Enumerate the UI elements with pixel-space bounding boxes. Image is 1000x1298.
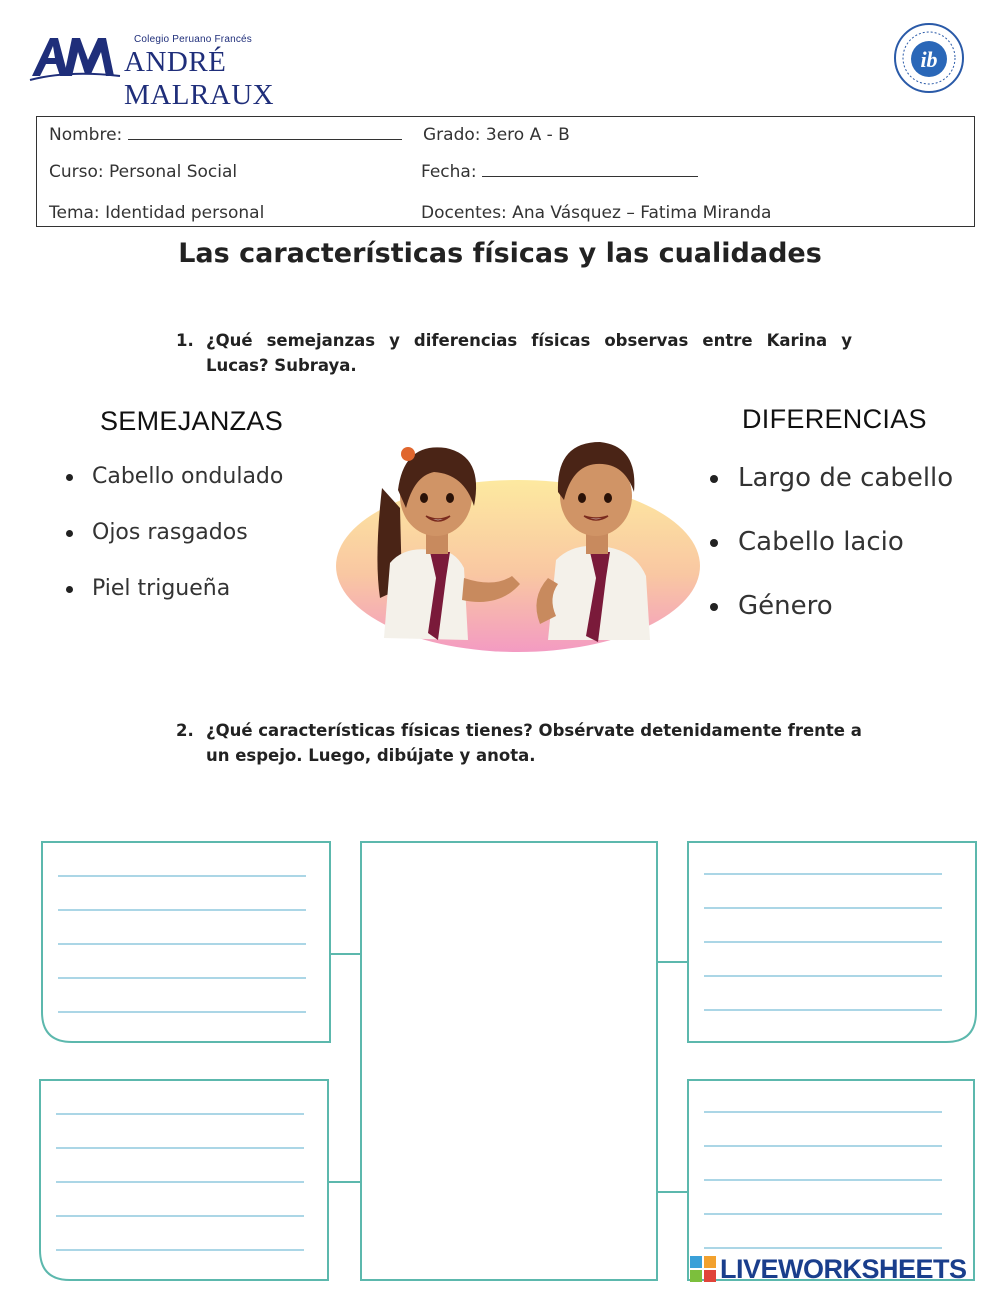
students-illustration: [334, 428, 702, 653]
karina-lucas-image: [334, 428, 702, 653]
nombre-label: Nombre:: [49, 125, 123, 145]
ib-world-school-logo: [893, 22, 965, 94]
diferencias-heading: DIFERENCIAS: [742, 404, 927, 434]
tema-text: Tema: Identidad personal: [49, 203, 265, 223]
school-name: ANDRÉ MALRAUX: [124, 46, 275, 111]
semejanza-item[interactable]: Ojos rasgados: [92, 518, 283, 574]
question-2-text: ¿Qué características físicas tienes? Obsérvate detenidamente frente a un espejo. Luego, dibújate y anota.: [206, 721, 862, 765]
school-logo: [28, 30, 338, 111]
diferencia-item[interactable]: Cabello lacio: [738, 526, 953, 590]
ib-globe-icon: [893, 22, 965, 94]
question-1-number: 1.: [176, 331, 194, 350]
liveworksheets-text: LIVEWORKSHEETS: [720, 1254, 967, 1284]
school-subtitle: Colegio Peruano Francés: [134, 34, 252, 45]
worksheet-title: Las características físicas y las cualidades: [178, 238, 822, 269]
semejanzas-list: [92, 462, 283, 630]
question-2-number: 2.: [176, 721, 194, 740]
semejanza-item[interactable]: Piel trigueña: [92, 574, 283, 630]
self-portrait-area: [0, 830, 1000, 1294]
school-monogram-icon: [28, 30, 138, 82]
nombre-blank[interactable]: [128, 125, 402, 140]
fecha-blank[interactable]: [482, 162, 698, 177]
grado-text: Grado: 3ero A - B: [423, 125, 570, 145]
semejanzas-heading: SEMEJANZAS: [100, 406, 284, 436]
drawing-box-center: [361, 842, 657, 1280]
question-1-text: ¿Qué semejanzas y diferencias físicas observas entre Karina y Lucas? Subraya.: [206, 331, 852, 375]
semejanza-item[interactable]: Cabello ondulado: [92, 462, 283, 518]
curso-text: Curso: Personal Social: [49, 162, 238, 182]
diferencia-item[interactable]: Largo de cabello: [738, 462, 953, 526]
diferencias-list: [738, 462, 953, 654]
nombre-field[interactable]: [49, 125, 402, 145]
fecha-field[interactable]: [421, 162, 698, 182]
liveworksheets-icon: [690, 1256, 716, 1282]
diferencia-item[interactable]: Género: [738, 590, 953, 654]
docentes-text: Docentes: Ana Vásquez – Fatima Miranda: [421, 203, 772, 223]
liveworksheets-watermark: [690, 1254, 990, 1284]
student-info-box: [36, 116, 975, 227]
fecha-label: Fecha:: [421, 162, 477, 182]
ib-badge-text: ib: [920, 47, 938, 72]
